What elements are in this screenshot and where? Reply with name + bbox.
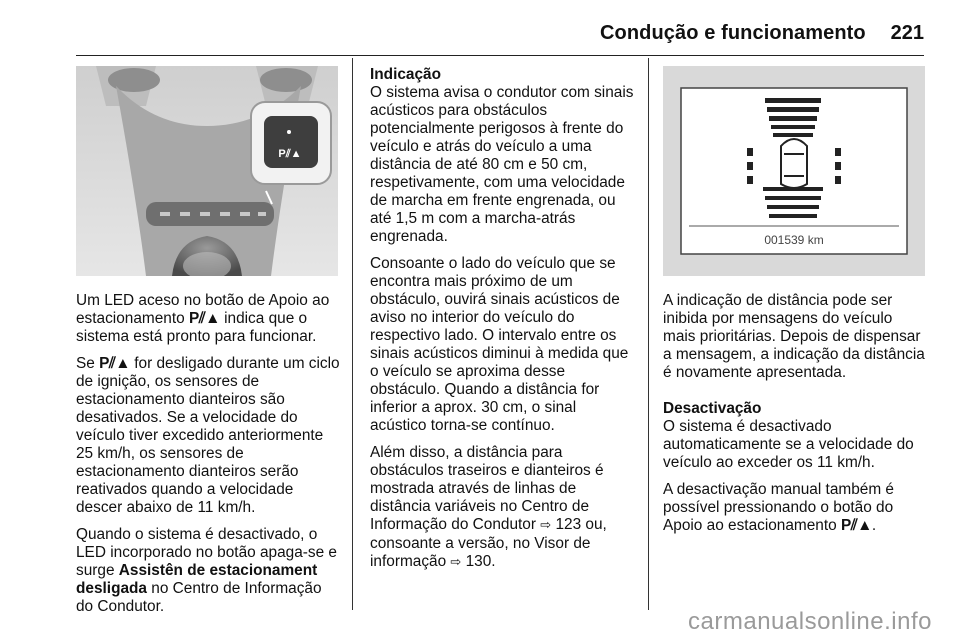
section-heading-desactivacao: Desactivação <box>663 400 762 417</box>
parking-assist-symbol: P⫽▲ <box>188 310 220 327</box>
text-run: Quando o sistema é desactivado, o LED incorporado no botão apaga-se e surge <box>76 526 337 579</box>
text-run: 130. <box>461 553 496 570</box>
odometer-readout: 001539 km <box>764 233 824 247</box>
col2-paragraph-2: Consoante o lado do veículo que se encontra mais próximo de um obstáculo, ouvirá sinais acústicos de aviso no interior do veículo do respectivo lado. O intervalo entre os sinais acústicos diminui à medida que o veículo se aproxima desse obstáculo. Quando a distância for inferior a aprox. 30 cm, o sinal acústico torna-se contínuo. <box>370 255 629 434</box>
col1-paragraph-1 <box>76 292 342 346</box>
col2-paragraph-1: O sistema avisa o condutor com sinais acústicos para obstáculos potencialmente perigosos à frente do veículo e atrás do veículo a uma distância de até 80 cm e 50 cm, respetivamente, com uma velocidade de marcha em frente engrenada, ou até 1,5 m com a marcha-atrás engrenada. <box>370 84 634 245</box>
cross-reference-arrow-icon[interactable]: ⇨ <box>450 555 462 570</box>
col3-paragraph-1: A indicação de distância pode ser inibida por mensagens do veículo mais prioritárias. Depois de dispensar a mensagem, a indicação da distância é novamente apresentada. <box>663 292 925 381</box>
text-run: 123 ou, consoante a versão, no Visor de informação <box>370 516 607 570</box>
section-heading-indicacao: Indicação <box>370 66 441 83</box>
text-run: Se <box>76 355 100 372</box>
parking-assist-symbol: P⫽▲ <box>840 517 872 534</box>
col3-paragraph-2: O sistema é desactivado automaticamente se a velocidade do veículo ao exceder os 11 km/h. <box>663 418 914 471</box>
header-rule <box>76 55 924 56</box>
text-run: indica que o sistema está pronto para funcionar. <box>76 310 317 345</box>
watermark: carmanualsonline.info <box>688 608 932 635</box>
text-run: Um LED aceso no botão de Apoio ao estacionamento <box>76 292 330 327</box>
text-run: no Centro de Informação do Condutor. <box>76 580 322 615</box>
col1-paragraph-3 <box>76 526 342 616</box>
message-text: Assistên de estacionament desligada <box>76 562 318 597</box>
parking-assist-symbol: P⫽▲ <box>99 355 130 372</box>
column-2 <box>370 66 636 581</box>
text-run: A desactivação manual também é possível pressionando o botão do Apoio ao estacionamento <box>663 481 894 534</box>
console-photo <box>76 66 338 276</box>
text-run: . <box>871 517 877 534</box>
column-divider-2 <box>648 58 649 610</box>
col3-paragraph-3 <box>663 481 929 535</box>
col2-paragraph-3 <box>370 444 636 572</box>
cross-reference-arrow-icon[interactable]: ⇨ <box>540 518 552 533</box>
text-run: for desligado durante um ciclo de ignição, os sensores de estacionamento dianteiros são desativados. Se a velocidade do veículo tiver excedido anteriormente 25 km/h, os sensores de estacionamento dianteiros serão reativados quando a velocidade descer abaixo de 11 km/h. <box>76 355 340 516</box>
col1-paragraph-2 <box>76 355 342 517</box>
column-3 <box>663 292 929 544</box>
page-header <box>600 22 924 52</box>
text-run: Além disso, a distância para obstáculos traseiros e dianteiros é mostrada através de linhas de distância variáveis no Centro de Informação do Condutor <box>370 444 604 533</box>
column-divider-1 <box>352 58 353 610</box>
button-label: P⫽▲ <box>278 148 302 160</box>
page-number: 221 <box>890 22 924 44</box>
column-1 <box>76 292 342 625</box>
distance-display-image <box>663 66 925 276</box>
page-title: Condução e funcionamento <box>600 22 866 44</box>
